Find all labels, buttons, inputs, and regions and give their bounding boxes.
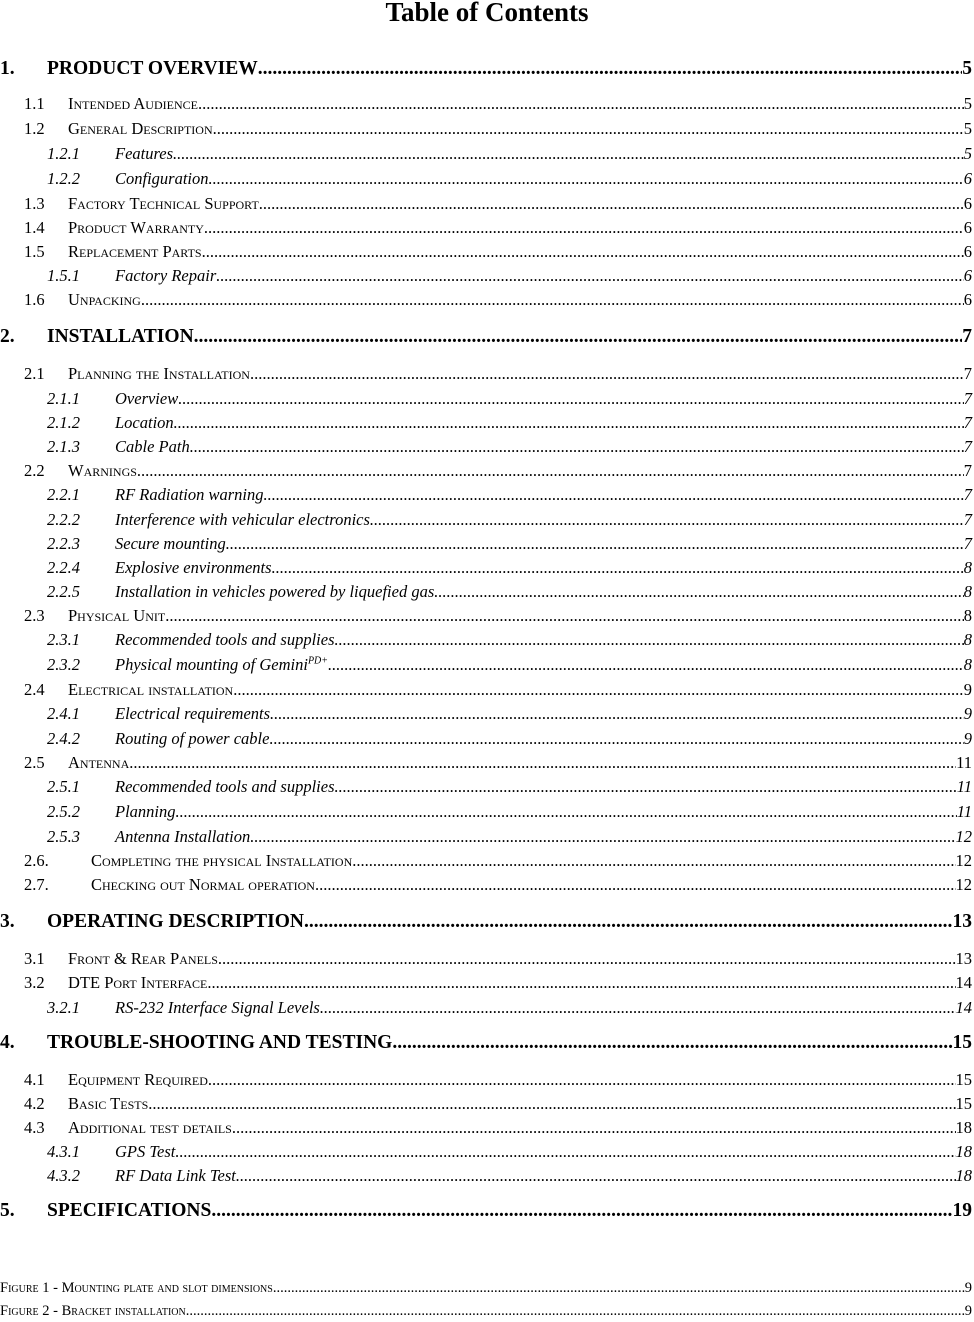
toc-entry-title	[115, 777, 335, 797]
toc-entry-number: 2.3	[24, 606, 45, 625]
dot-leader	[264, 485, 964, 505]
toc-entry-title-text: Cable Path	[115, 437, 190, 456]
toc-entry-page-number: 5	[962, 58, 972, 79]
dot-leader	[204, 218, 964, 238]
dot-leader	[194, 326, 963, 348]
dot-leader	[209, 169, 964, 189]
toc-entry-page-number: 7	[963, 437, 972, 456]
toc-entry-page-number: 9	[963, 680, 972, 699]
toc-entry-2-5-1[interactable]	[0, 777, 972, 797]
dot-leader	[392, 1032, 952, 1054]
toc-entry-title-text: Features	[115, 144, 174, 163]
toc-entry-2-4-2[interactable]	[0, 729, 972, 749]
toc-entry-page-number: 5	[963, 144, 972, 163]
dot-leader	[438, 582, 963, 602]
dot-leader	[148, 1094, 955, 1114]
toc-entry-page-number: 19	[952, 1200, 972, 1221]
toc-entry-2-2-4[interactable]	[0, 558, 972, 578]
toc-entry-title	[68, 194, 259, 214]
toc-entry-3-2[interactable]	[0, 973, 972, 993]
toc-entry-2-2[interactable]	[0, 461, 972, 481]
toc-entry-2-5[interactable]	[0, 753, 972, 773]
dot-leader	[216, 266, 963, 286]
toc-entry-title	[115, 144, 173, 164]
toc-entry-2-3-1[interactable]	[0, 630, 972, 650]
dot-leader	[207, 973, 955, 993]
toc-entry-title-text: Product Warranty	[68, 218, 204, 237]
toc-entry-title-text: Configuration	[115, 169, 209, 188]
toc-entry-title	[91, 851, 356, 871]
dot-leader	[258, 58, 962, 80]
toc-entry-title	[68, 119, 213, 139]
dot-leader	[165, 606, 964, 626]
toc-entry-page-number: 6	[963, 266, 972, 285]
toc-entry-page-number: 9	[963, 704, 972, 723]
dot-leader	[190, 437, 964, 457]
toc-entry-title-text: Replacement Parts	[68, 242, 202, 261]
toc-entry-title-text: Explosive environments	[115, 558, 272, 577]
toc-entry-title-text: Warnings	[68, 461, 137, 480]
dot-leader	[178, 389, 964, 409]
toc-entry-number: 2.2.5	[47, 582, 80, 601]
toc-entry-title	[68, 290, 141, 310]
toc-entry-2-2-5[interactable]	[0, 582, 972, 602]
toc-entry-page-number: 7	[962, 326, 972, 347]
toc-entry-number: 4.	[0, 1032, 15, 1053]
toc-entry-page-number: 7	[963, 389, 972, 408]
toc-entry-number: 2.2.2	[47, 510, 80, 529]
toc-entry-number: 2.6.	[24, 851, 49, 870]
dot-leader	[356, 851, 955, 871]
toc-entry-title	[115, 630, 335, 650]
toc-entry-2-1[interactable]	[0, 364, 972, 384]
toc-entry-title-text: RF Radiation warning	[115, 485, 264, 504]
toc-entry-number: 2.2.3	[47, 534, 80, 553]
toc-entry-title-text: Equipment Required	[68, 1070, 208, 1089]
toc-entry-page-number: 7	[963, 485, 972, 504]
dot-leader	[250, 364, 964, 384]
toc-entry-title	[115, 827, 250, 847]
dot-leader	[232, 1118, 956, 1138]
toc-entry-title-text: Factory Technical Support	[68, 194, 259, 213]
toc-entry-page-number: 8	[963, 655, 972, 674]
toc-entry-2-5-3[interactable]	[0, 827, 972, 847]
toc-entry-title-text: Intended Audience	[68, 94, 198, 113]
toc-entry-number: 4.3.1	[47, 1142, 80, 1161]
toc-entry-page-number: 12	[955, 851, 972, 870]
toc-entry-page-number: 7	[963, 510, 972, 529]
toc-entry-title-text: Basic Tests	[68, 1094, 149, 1113]
toc-entry-title	[47, 1200, 211, 1222]
toc-entry-title-text: DTE Port Interface	[68, 973, 208, 992]
toc-entry-title-text: Interference with vehicular electronics	[115, 510, 370, 529]
toc-entry-page-number: 6	[963, 290, 972, 309]
toc-entry-title	[115, 998, 320, 1018]
toc-entry-1-5[interactable]	[0, 242, 972, 262]
toc-entry-number: 1.3	[24, 194, 45, 213]
toc-entry-number: 1.5.1	[47, 266, 80, 285]
toc-entry-page-number: 15	[952, 1032, 972, 1053]
toc-entry-title	[115, 655, 328, 675]
toc-entry-title	[47, 911, 304, 933]
toc-entry-title-text: Checking out Normal operation.	[91, 875, 320, 894]
toc-entry-superscript: PD+	[307, 655, 329, 667]
toc-entry-title-text: Completing the physical Installation.	[91, 851, 357, 870]
toc-entry-page-number: 18	[955, 1142, 972, 1161]
toc-entry-number: 1.2.2	[47, 169, 80, 188]
dot-leader	[272, 558, 964, 578]
toc-entry-title	[115, 582, 438, 602]
toc-entry-number: 2.1.3	[47, 437, 80, 456]
toc-entry-title-text: Recommended tools and supplies	[115, 777, 335, 796]
dot-leader	[186, 1303, 965, 1320]
toc-entry-page-number: 15	[955, 1094, 972, 1113]
dot-leader	[129, 753, 956, 773]
toc-entry-title	[68, 753, 129, 773]
dot-leader	[320, 998, 956, 1018]
toc-entry-title-text: RS-232 Interface Signal Levels	[115, 998, 320, 1017]
toc-entry-page-number: 8	[963, 630, 972, 649]
toc-entry-page-number: 5	[963, 94, 972, 113]
toc-entry-number: 2.4	[24, 680, 45, 699]
toc-entry-title-text: INSTALLATION	[47, 326, 194, 347]
dot-leader	[250, 827, 955, 847]
toc-entry-page-number: 18	[955, 1118, 972, 1137]
dot-leader	[270, 704, 964, 724]
toc-entry-title	[115, 389, 178, 409]
dot-leader	[137, 461, 964, 481]
toc-entry-number: 4.1	[24, 1070, 45, 1089]
toc-entry-2[interactable]	[0, 326, 972, 348]
toc-entry-number: 1.2	[24, 119, 45, 138]
toc-entry-title	[115, 534, 226, 554]
toc-entry-page-number: 11	[956, 802, 972, 821]
dot-leader	[198, 94, 964, 114]
toc-entry-title-text: Front & Rear Panels	[68, 949, 218, 968]
toc-entry-number: 2.1	[24, 364, 45, 383]
dot-leader	[259, 194, 964, 214]
toc-entry-page-number: 11	[956, 753, 972, 772]
toc-entry-1[interactable]	[0, 58, 972, 80]
toc-entry-title	[115, 266, 216, 286]
figure-entry-page-number: 9	[964, 1280, 972, 1296]
dot-leader	[176, 802, 957, 822]
dot-leader	[211, 1200, 952, 1222]
dot-leader	[269, 729, 963, 749]
toc-entry-title-text: Routing of power cable	[115, 729, 270, 748]
toc-entry-number: 2.5.1	[47, 777, 80, 796]
toc-entry-title	[68, 461, 137, 481]
toc-entry-number: 1.5	[24, 242, 45, 261]
toc-entry-title-text: GPS Test	[115, 1142, 176, 1161]
toc-entry-title	[68, 364, 250, 384]
toc-entry-title	[47, 1032, 392, 1054]
toc-entry-title-text: Unpacking	[68, 290, 141, 309]
toc-entry-4-3-1[interactable]	[0, 1142, 972, 1162]
toc-entry-page-number: 6	[963, 218, 972, 237]
toc-entry-title	[47, 326, 194, 348]
toc-entry-number: 2.5	[24, 753, 45, 772]
dot-leader	[233, 680, 964, 700]
toc-entry-number: 2.5.3	[47, 827, 80, 846]
toc-entry-title	[115, 1142, 175, 1162]
toc-entry-title	[68, 1070, 208, 1090]
toc-entry-page-number: 12	[955, 875, 972, 894]
figure-entry-page-number: 9	[964, 1303, 972, 1319]
toc-entry-number: 5.	[0, 1200, 15, 1221]
toc-entry-title	[115, 485, 264, 505]
toc-entry-title	[115, 510, 370, 530]
toc-entry-number: 3.2.1	[47, 998, 80, 1017]
dot-leader	[335, 777, 957, 797]
toc-entry-number: 3.2	[24, 973, 45, 992]
toc-entry-2-6[interactable]	[0, 851, 972, 871]
toc-entry-title	[68, 242, 202, 262]
toc-entry-number: 2.3.2	[47, 655, 80, 674]
toc-entry-page-number: 13	[952, 911, 972, 932]
toc-entry-page-number: 8	[963, 582, 972, 601]
figure-entry-title: Figure 2 - Bracket installation	[0, 1303, 186, 1319]
toc-entry-2-4-1[interactable]	[0, 704, 972, 724]
toc-entry-title	[115, 802, 176, 822]
toc-entry-title	[68, 1094, 148, 1114]
toc-entry-number: 2.2	[24, 461, 45, 480]
dot-leader	[174, 413, 964, 433]
toc-entry-number: 2.1.1	[47, 389, 80, 408]
toc-entry-page-number: 7	[963, 413, 972, 432]
toc-entry-1-5-1[interactable]	[0, 266, 972, 286]
toc-entry-4[interactable]	[0, 1032, 972, 1054]
toc-entry-page-number: 7	[963, 461, 972, 480]
toc-entry-page-number: 7	[963, 364, 972, 383]
toc-entry-title-text: Antenna	[68, 753, 130, 772]
toc-entry-4-3[interactable]	[0, 1118, 972, 1138]
toc-entry-1-2[interactable]	[0, 119, 972, 139]
toc-entry-page-number: 5	[963, 119, 972, 138]
toc-entry-number: 1.	[0, 58, 15, 79]
toc-entry-2-1-3[interactable]	[0, 437, 972, 457]
toc-entry-title-text: Installation in vehicles powered by liquefied gas.	[115, 582, 439, 601]
toc-entry-title	[47, 58, 258, 80]
toc-entry-page-number: 6	[963, 194, 972, 213]
toc-entry-title-text: Antenna Installation	[115, 827, 251, 846]
toc-entry-title-text: TROUBLE-SHOOTING AND TESTING	[47, 1032, 393, 1053]
toc-entry-number: 3.	[0, 911, 15, 932]
toc-entry-1-6[interactable]	[0, 290, 972, 310]
toc-entry-title	[68, 94, 198, 114]
toc-entry-number: 1.4	[24, 218, 45, 237]
toc-entry-page-number: 8	[963, 606, 972, 625]
toc-entry-3-1[interactable]	[0, 949, 972, 969]
toc-entry-2-3-2[interactable]	[0, 655, 972, 675]
toc-entry-title	[115, 729, 269, 749]
toc-entry-title	[115, 437, 190, 457]
dot-leader	[218, 949, 956, 969]
toc-entry-page-number: 18	[955, 1166, 972, 1185]
toc-entry-number: 2.3.1	[47, 630, 80, 649]
toc-entry-page-number: 15	[955, 1070, 972, 1089]
toc-entry-page-number: 9	[963, 729, 972, 748]
toc-entry-title-text: Overview	[115, 389, 179, 408]
toc-entry-title	[68, 973, 207, 993]
figure-entry-title: Figure 1 - Mounting plate and slot dimensions	[0, 1280, 273, 1296]
toc-entry-3[interactable]	[0, 911, 972, 933]
toc-entry-1-1[interactable]	[0, 94, 972, 114]
dot-leader	[304, 911, 953, 933]
toc-entry-4-3-2[interactable]	[0, 1166, 972, 1186]
toc-entry-page-number: 11	[956, 777, 972, 796]
toc-entry-title	[68, 218, 204, 238]
toc-entry-2-1-1[interactable]	[0, 389, 972, 409]
toc-entry-page-number: 6	[963, 169, 972, 188]
toc-entry-title	[115, 1166, 240, 1186]
toc-entry-title-text: SPECIFICATIONS	[47, 1200, 212, 1221]
toc-entry-number: 2.5.2	[47, 802, 80, 821]
toc-entry-3-2-1[interactable]	[0, 998, 972, 1018]
toc-entry-number: 2.4.1	[47, 704, 80, 723]
toc-entry-number: 2.7.	[24, 875, 49, 894]
toc-entry-number: 1.1	[24, 94, 45, 113]
toc-entry-title-text: Additional test details	[68, 1118, 232, 1137]
dot-leader	[335, 630, 964, 650]
toc-entry-title-text: Electrical requirements	[115, 704, 271, 723]
toc-entry-2-4[interactable]	[0, 680, 972, 700]
dot-leader	[202, 242, 964, 262]
toc-entry-title-text: PRODUCT OVERVIEW	[47, 58, 258, 79]
toc-entry-title-text: Location	[115, 413, 174, 432]
toc-entry-2-1-2[interactable]	[0, 413, 972, 433]
toc-entry-title	[115, 169, 209, 189]
toc-entry-1-2-2[interactable]	[0, 169, 972, 189]
toc-entry-page-number: 13	[955, 949, 972, 968]
toc-entry-title-text: Planning	[115, 802, 176, 821]
dot-leader	[370, 510, 964, 530]
toc-entry-2-3[interactable]	[0, 606, 972, 626]
page-title: Table of Contents	[385, 0, 589, 27]
toc-entry-number: 1.2.1	[47, 144, 80, 163]
toc-entry-title-text: Factory Repair	[115, 266, 217, 285]
toc-entry-title	[68, 680, 233, 700]
toc-entry-title-text: Physical mounting of Gemini	[115, 655, 308, 674]
toc-entry-number: 2.2.4	[47, 558, 80, 577]
dot-leader	[208, 1070, 956, 1090]
toc-entry-page-number: 7	[963, 534, 972, 553]
toc-entry-page-number: 6	[963, 242, 972, 261]
dot-leader	[328, 655, 964, 675]
toc-entry-title	[115, 558, 272, 578]
toc-entry-4-1[interactable]	[0, 1070, 972, 1090]
toc-entry-title-text: RF Data Link Test.	[115, 1166, 240, 1185]
toc-entry-title-text: Physical Unit	[68, 606, 166, 625]
dot-leader	[213, 119, 964, 139]
toc-entry-page-number: 8	[963, 558, 972, 577]
toc-entry-1-4[interactable]	[0, 218, 972, 238]
toc-entry-4-2[interactable]	[0, 1094, 972, 1114]
dot-leader	[141, 290, 964, 310]
toc-entry-page-number: 14	[955, 973, 972, 992]
figure-entry-1[interactable]	[0, 1280, 972, 1297]
toc-entry-number: 2.2.1	[47, 485, 80, 504]
toc-entry-number: 4.2	[24, 1094, 45, 1113]
toc-entry-title	[68, 606, 165, 626]
toc-entry-1-3[interactable]	[0, 194, 972, 214]
toc-entry-2-7[interactable]	[0, 875, 972, 895]
toc-entry-2-5-2[interactable]	[0, 802, 972, 822]
toc-entry-number: 4.3.2	[47, 1166, 80, 1185]
toc-entry-number: 2.4.2	[47, 729, 80, 748]
toc-entry-page-number: 14	[955, 998, 972, 1017]
toc-entry-page-number: 12	[955, 827, 972, 846]
toc-entry-title-text: Electrical installation	[68, 680, 234, 699]
toc-entry-number: 1.6	[24, 290, 45, 309]
toc-entry-number: 2.1.2	[47, 413, 80, 432]
toc-entry-number: 4.3	[24, 1118, 45, 1137]
toc-entry-number: 2.	[0, 326, 15, 347]
toc-entry-number: 3.1	[24, 949, 45, 968]
dot-leader	[319, 875, 955, 895]
toc-entry-2-2-3[interactable]	[0, 534, 972, 554]
toc-entry-2-2-2[interactable]	[0, 510, 972, 530]
figure-entry-2[interactable]	[0, 1303, 972, 1320]
toc-entry-title-text: General Description	[68, 119, 213, 138]
dot-leader	[226, 534, 964, 554]
toc-entry-1-2-1[interactable]	[0, 144, 972, 164]
toc-entry-title-text: OPERATING DESCRIPTION	[47, 911, 304, 932]
toc-entry-title-text: Recommended tools and supplies	[115, 630, 335, 649]
toc-entry-5[interactable]	[0, 1200, 972, 1222]
toc-entry-title-text: Planning the Installation	[68, 364, 250, 383]
toc-entry-title	[115, 704, 270, 724]
dot-leader	[273, 1280, 965, 1297]
toc-entry-title-text: Secure mounting	[115, 534, 226, 553]
toc-entry-title	[68, 949, 218, 969]
toc-entry-title	[68, 1118, 232, 1138]
dot-leader	[175, 1142, 955, 1162]
dot-leader	[173, 144, 964, 164]
toc-entry-title	[115, 413, 174, 433]
toc-entry-title	[91, 875, 319, 895]
toc-entry-2-2-1[interactable]	[0, 485, 972, 505]
dot-leader	[240, 1166, 956, 1186]
